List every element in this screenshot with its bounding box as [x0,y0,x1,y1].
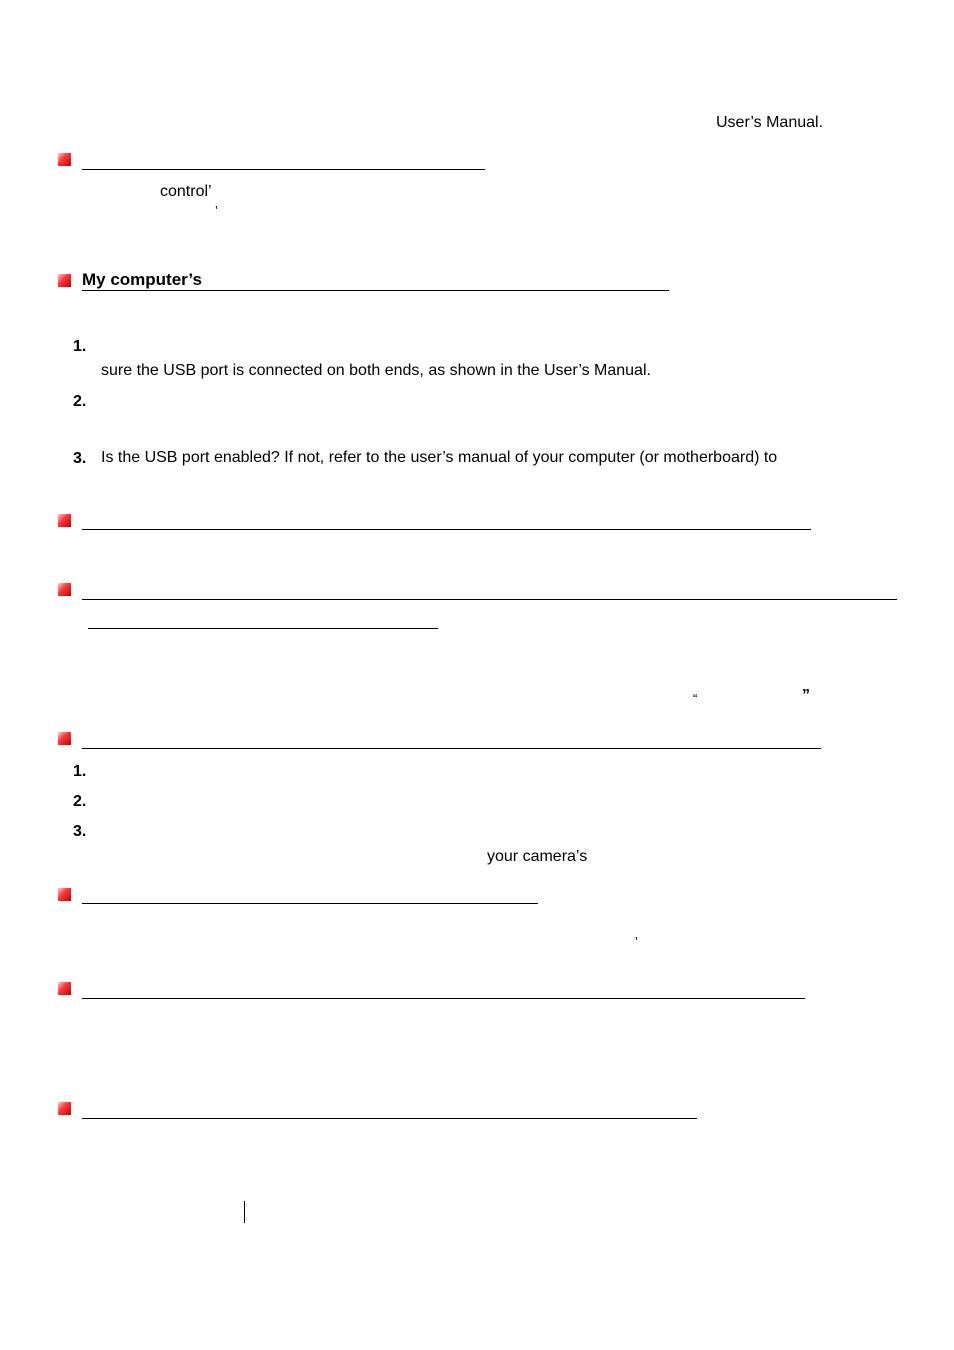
list-number: 2. [73,793,87,810]
bullet-icon [58,274,71,287]
bullet-icon [58,514,71,527]
bullet-icon [58,583,71,596]
heading-underline [82,290,669,291]
list-number: 1. [73,763,87,780]
section-heading: My computer’s [82,270,202,289]
manual-reference-text: User’s Manual. [716,114,824,131]
quote-mark: “ [693,691,698,706]
heading-underline [82,599,897,600]
bullet-icon [58,732,71,745]
body-text-fragment: ’ [635,934,638,949]
heading-underline [82,903,538,904]
list-number: 3. [73,823,87,840]
list-item-text: your camera’s [487,848,588,865]
body-text-fragment: control’ [160,183,212,200]
list-item-text: Is the USB port enabled? If not, refer to the user’s manual of your computer (or motherboard) to [101,449,778,466]
list-number: 2. [73,393,87,410]
body-text-fragment: ’ [215,203,218,218]
heading-underline [82,529,811,530]
quote-mark: ” [802,687,810,704]
footer-divider [244,1201,245,1223]
list-item-text: sure the USB port is connected on both ends, as shown in the User’s Manual. [101,362,651,379]
heading-underline [82,748,821,749]
heading-underline [88,628,438,629]
list-number: 3. [73,450,87,467]
heading-underline [82,1118,697,1119]
heading-underline [82,169,485,170]
bullet-icon [58,982,71,995]
list-number: 1. [73,338,87,355]
bullet-icon [58,1102,71,1115]
bullet-icon [58,888,71,901]
bullet-icon [58,153,71,166]
heading-underline [82,998,805,999]
